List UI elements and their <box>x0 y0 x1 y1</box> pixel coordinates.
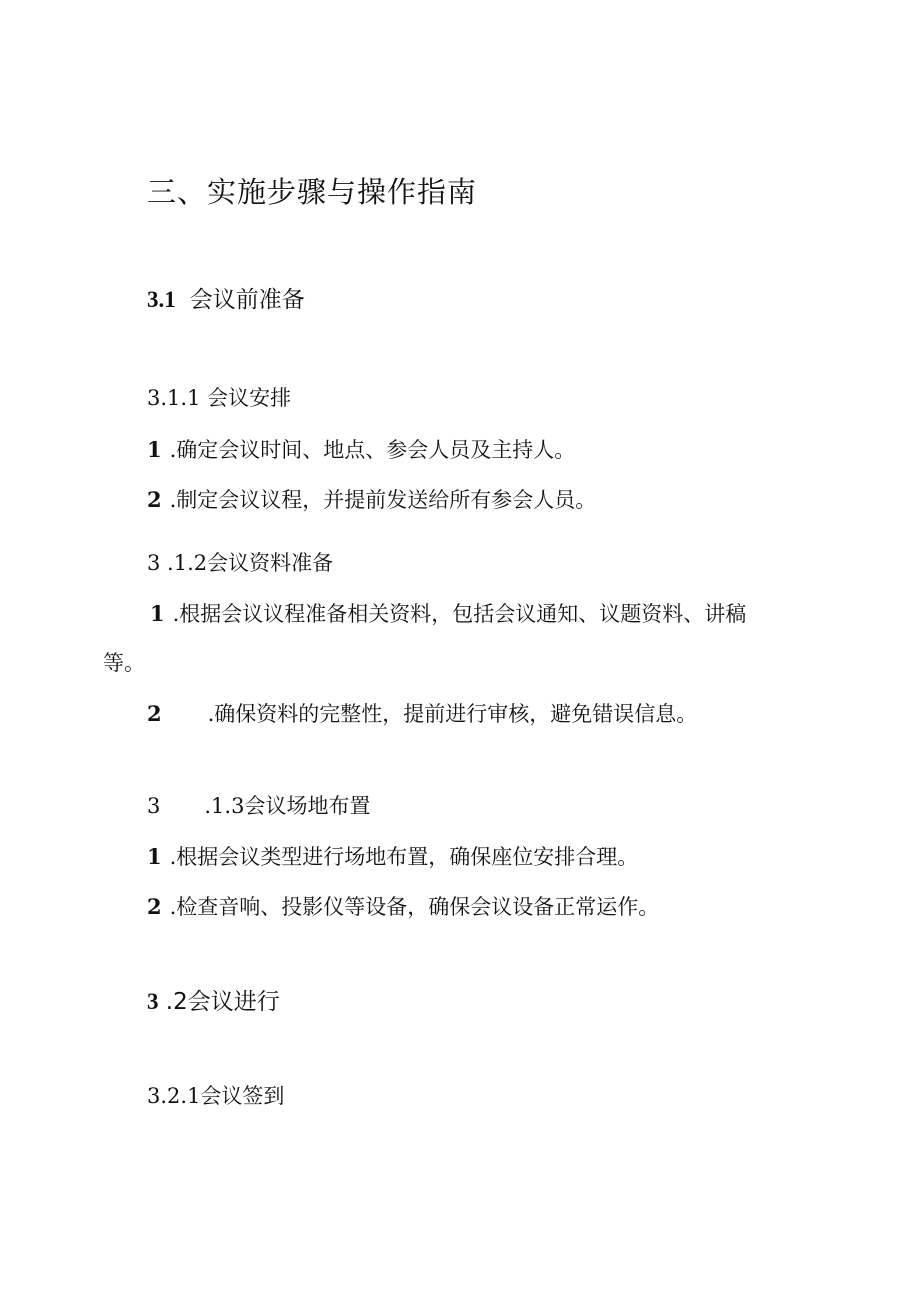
list-item-number: 2 <box>147 701 162 726</box>
list-item-text: .检查音响、投影仪等设备，确保会议设备正常运作。 <box>169 895 660 919</box>
list-item-text: .根据会议类型进行场地布置，确保座位安排合理。 <box>169 845 639 869</box>
list-item-continuation: 等。 <box>103 651 145 675</box>
list-item-number: 1 <box>150 601 165 626</box>
list-item <box>147 844 638 870</box>
heading-3-1 <box>147 286 305 315</box>
heading-3-1-3 <box>147 794 370 819</box>
heading-3-1-3-number: 3 <box>147 794 161 818</box>
list-item <box>147 701 697 727</box>
list-item <box>147 437 575 463</box>
heading-3-1-2: 3 .1.2会议资料准备 <box>147 551 334 575</box>
list-item <box>147 894 659 920</box>
list-item <box>147 487 596 513</box>
heading-3-2-title: .2会议进行 <box>158 989 280 1015</box>
list-item-text: .根据会议议程准备相关资料，包括会议通知、议题资料、讲稿 <box>172 602 747 626</box>
list-item-number: 2 <box>147 487 162 512</box>
list-item-text: .制定会议议程，并提前发送给所有参会人员。 <box>169 488 597 512</box>
heading-3-2-1: 3.2.1会议签到 <box>147 1084 285 1108</box>
heading-3-1-number: 3.1 <box>147 287 176 312</box>
section-title: 三、实施步骤与操作指南 <box>147 175 478 209</box>
heading-3-2 <box>147 988 280 1017</box>
heading-3-1-1: 3.1.1 会议安排 <box>147 386 292 410</box>
list-item <box>150 601 746 627</box>
list-item-text: .确定会议时间、地点、参会人员及主持人。 <box>169 438 576 462</box>
list-item-number: 2 <box>147 894 162 919</box>
heading-3-2-number: 3 <box>147 989 159 1014</box>
heading-3-1-3-title: .1.3会议场地布置 <box>204 794 371 818</box>
heading-3-1-title: 会议前准备 <box>189 287 305 313</box>
list-item-number: 1 <box>147 437 162 462</box>
list-item-text: .确保资料的完整性，提前进行审核，避免错误信息。 <box>207 702 698 726</box>
list-item-number: 1 <box>147 844 162 869</box>
